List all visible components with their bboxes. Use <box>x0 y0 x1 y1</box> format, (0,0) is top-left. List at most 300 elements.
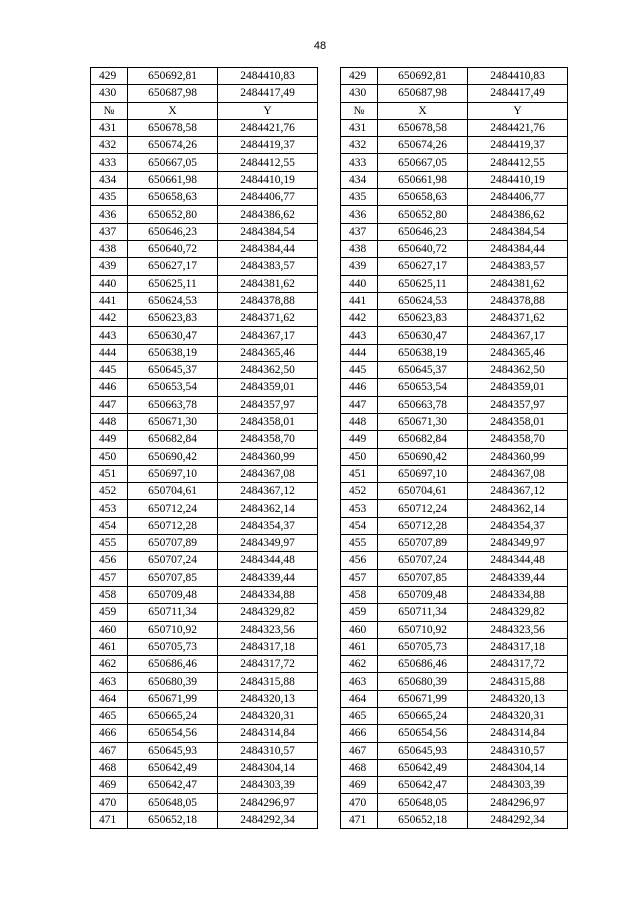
y-coordinate: 2484357,97 <box>468 396 568 413</box>
table-row <box>91 621 568 638</box>
point-number: 466 <box>341 725 378 742</box>
y-coordinate: 2484362,14 <box>468 500 568 517</box>
x-coordinate: 650704,61 <box>128 483 218 500</box>
point-number: 470 <box>341 794 378 811</box>
table-row <box>91 206 568 223</box>
x-coordinate: 650653,54 <box>378 379 468 396</box>
column-gap <box>318 777 341 794</box>
table-row <box>91 759 568 776</box>
column-gap <box>318 742 341 759</box>
x-coordinate: 650658,63 <box>128 189 218 206</box>
point-number: 429 <box>91 68 128 85</box>
column-gap <box>318 379 341 396</box>
point-number: 461 <box>341 638 378 655</box>
point-number: 460 <box>91 621 128 638</box>
point-number: 463 <box>341 673 378 690</box>
point-number: 447 <box>91 396 128 413</box>
y-coordinate: 2484367,08 <box>218 465 318 482</box>
column-gap <box>318 171 341 188</box>
x-coordinate: 650705,73 <box>378 638 468 655</box>
x-coordinate: 650704,61 <box>378 483 468 500</box>
y-coordinate: 2484320,31 <box>218 707 318 724</box>
y-coordinate: 2484296,97 <box>468 794 568 811</box>
x-coordinate: 650671,99 <box>128 690 218 707</box>
point-number: 434 <box>91 171 128 188</box>
table-row <box>91 327 568 344</box>
table-row <box>91 742 568 759</box>
column-gap <box>318 707 341 724</box>
y-coordinate: 2484362,14 <box>218 500 318 517</box>
x-coordinate: 650648,05 <box>128 794 218 811</box>
table-row <box>91 413 568 430</box>
y-coordinate: 2484421,76 <box>468 119 568 136</box>
point-number: 444 <box>341 344 378 361</box>
point-number: 458 <box>91 586 128 603</box>
point-number: 445 <box>91 362 128 379</box>
point-number: 448 <box>341 413 378 430</box>
x-coordinate: 650630,47 <box>128 327 218 344</box>
table-row <box>91 465 568 482</box>
table-row <box>91 811 568 828</box>
y-coordinate: 2484339,44 <box>218 569 318 586</box>
x-coordinate: 650712,24 <box>128 500 218 517</box>
y-coordinate: 2484317,72 <box>468 656 568 673</box>
point-number: 431 <box>341 119 378 136</box>
y-coordinate: 2484406,77 <box>218 189 318 206</box>
y-coordinate: 2484310,57 <box>468 742 568 759</box>
column-gap <box>318 586 341 603</box>
column-gap <box>318 102 341 119</box>
point-number: 444 <box>91 344 128 361</box>
y-coordinate: 2484384,44 <box>468 240 568 257</box>
table-row <box>91 777 568 794</box>
table-row <box>91 344 568 361</box>
y-coordinate: 2484367,12 <box>218 483 318 500</box>
point-number: 442 <box>341 310 378 327</box>
x-coordinate: 650663,78 <box>378 396 468 413</box>
x-coordinate: 650625,11 <box>128 275 218 292</box>
column-gap <box>318 552 341 569</box>
point-number: 467 <box>341 742 378 759</box>
y-coordinate: 2484412,55 <box>218 154 318 171</box>
x-coordinate: 650652,18 <box>378 811 468 828</box>
x-coordinate: 650707,89 <box>378 535 468 552</box>
x-coordinate: 650642,47 <box>378 777 468 794</box>
point-number: 471 <box>341 811 378 828</box>
point-number: 446 <box>91 379 128 396</box>
x-coordinate: 650624,53 <box>378 292 468 309</box>
y-coordinate: 2484371,62 <box>218 310 318 327</box>
x-coordinate: 650625,11 <box>378 275 468 292</box>
point-number: 432 <box>91 137 128 154</box>
y-coordinate: 2484315,88 <box>218 673 318 690</box>
column-gap <box>318 413 341 430</box>
column-gap <box>318 396 341 413</box>
y-coordinate: 2484386,62 <box>468 206 568 223</box>
x-coordinate: 650646,23 <box>378 223 468 240</box>
column-gap <box>318 811 341 828</box>
y-coordinate: 2484358,01 <box>218 413 318 430</box>
header-row <box>91 102 568 119</box>
x-coordinate: 650682,84 <box>128 431 218 448</box>
point-number: 452 <box>91 483 128 500</box>
table-row <box>91 517 568 534</box>
column-gap <box>318 604 341 621</box>
point-number: 459 <box>91 604 128 621</box>
x-coordinate: 650707,89 <box>128 535 218 552</box>
point-number: 449 <box>341 431 378 448</box>
table-row <box>91 483 568 500</box>
column-gap <box>318 621 341 638</box>
point-number: 466 <box>91 725 128 742</box>
point-number: 443 <box>341 327 378 344</box>
table-row <box>91 68 568 85</box>
x-coordinate: 650661,98 <box>378 171 468 188</box>
table-row <box>91 275 568 292</box>
header-x: X <box>128 102 218 119</box>
x-coordinate: 650711,34 <box>128 604 218 621</box>
y-coordinate: 2484320,31 <box>468 707 568 724</box>
y-coordinate: 2484354,37 <box>468 517 568 534</box>
y-coordinate: 2484329,82 <box>218 604 318 621</box>
table-row <box>91 725 568 742</box>
point-number: 449 <box>91 431 128 448</box>
y-coordinate: 2484304,14 <box>218 759 318 776</box>
point-number: 442 <box>91 310 128 327</box>
table-row <box>91 85 568 102</box>
y-coordinate: 2484359,01 <box>468 379 568 396</box>
y-coordinate: 2484334,88 <box>218 586 318 603</box>
column-gap <box>318 68 341 85</box>
table-row <box>91 448 568 465</box>
point-number: 463 <box>91 673 128 690</box>
point-number: 430 <box>341 85 378 102</box>
y-coordinate: 2484354,37 <box>218 517 318 534</box>
y-coordinate: 2484410,19 <box>218 171 318 188</box>
point-number: 435 <box>91 189 128 206</box>
table-row <box>91 794 568 811</box>
point-number: 453 <box>91 500 128 517</box>
table-row <box>91 171 568 188</box>
y-coordinate: 2484304,14 <box>468 759 568 776</box>
table-row <box>91 396 568 413</box>
x-coordinate: 650707,85 <box>378 569 468 586</box>
x-coordinate: 650678,58 <box>378 119 468 136</box>
point-number: 458 <box>341 586 378 603</box>
point-number: 429 <box>341 68 378 85</box>
x-coordinate: 650707,24 <box>378 552 468 569</box>
x-coordinate: 650690,42 <box>378 448 468 465</box>
x-coordinate: 650690,42 <box>128 448 218 465</box>
y-coordinate: 2484329,82 <box>468 604 568 621</box>
y-coordinate: 2484292,34 <box>218 811 318 828</box>
header-y: Y <box>468 102 568 119</box>
x-coordinate: 650710,92 <box>378 621 468 638</box>
x-coordinate: 650627,17 <box>128 258 218 275</box>
y-coordinate: 2484378,88 <box>218 292 318 309</box>
table-row <box>91 638 568 655</box>
y-coordinate: 2484292,34 <box>468 811 568 828</box>
point-number: 435 <box>341 189 378 206</box>
y-coordinate: 2484417,49 <box>468 85 568 102</box>
x-coordinate: 650712,28 <box>378 517 468 534</box>
column-gap <box>318 292 341 309</box>
table-row <box>91 223 568 240</box>
y-coordinate: 2484386,62 <box>218 206 318 223</box>
y-coordinate: 2484421,76 <box>218 119 318 136</box>
table-row <box>91 119 568 136</box>
y-coordinate: 2484362,50 <box>218 362 318 379</box>
header-num: № <box>91 102 128 119</box>
point-number: 457 <box>341 569 378 586</box>
table-row <box>91 673 568 690</box>
x-coordinate: 650654,56 <box>128 725 218 742</box>
point-number: 439 <box>341 258 378 275</box>
x-coordinate: 650653,54 <box>128 379 218 396</box>
x-coordinate: 650707,85 <box>128 569 218 586</box>
x-coordinate: 650623,83 <box>378 310 468 327</box>
y-coordinate: 2484303,39 <box>468 777 568 794</box>
column-gap <box>318 275 341 292</box>
table-row <box>91 604 568 621</box>
table-row <box>91 500 568 517</box>
y-coordinate: 2484383,57 <box>218 258 318 275</box>
point-number: 433 <box>341 154 378 171</box>
table-row <box>91 552 568 569</box>
table-row <box>91 137 568 154</box>
column-gap <box>318 569 341 586</box>
y-coordinate: 2484344,48 <box>468 552 568 569</box>
x-coordinate: 650638,19 <box>128 344 218 361</box>
table-row <box>91 707 568 724</box>
point-number: 438 <box>341 240 378 257</box>
y-coordinate: 2484334,88 <box>468 586 568 603</box>
x-coordinate: 650640,72 <box>128 240 218 257</box>
x-coordinate: 650697,10 <box>378 465 468 482</box>
column-gap <box>318 465 341 482</box>
column-gap <box>318 448 341 465</box>
point-number: 448 <box>91 413 128 430</box>
y-coordinate: 2484310,57 <box>218 742 318 759</box>
table-row <box>91 240 568 257</box>
point-number: 441 <box>341 292 378 309</box>
column-gap <box>318 431 341 448</box>
column-gap <box>318 85 341 102</box>
y-coordinate: 2484410,83 <box>218 68 318 85</box>
y-coordinate: 2484384,54 <box>218 223 318 240</box>
table-row <box>91 569 568 586</box>
x-coordinate: 650678,58 <box>128 119 218 136</box>
coordinates-table <box>90 67 568 829</box>
y-coordinate: 2484315,88 <box>468 673 568 690</box>
y-coordinate: 2484360,99 <box>218 448 318 465</box>
y-coordinate: 2484410,83 <box>468 68 568 85</box>
point-number: 440 <box>91 275 128 292</box>
table-row <box>91 258 568 275</box>
point-number: 438 <box>91 240 128 257</box>
column-gap <box>318 638 341 655</box>
x-coordinate: 650652,18 <box>128 811 218 828</box>
point-number: 454 <box>91 517 128 534</box>
x-coordinate: 650667,05 <box>378 154 468 171</box>
point-number: 445 <box>341 362 378 379</box>
y-coordinate: 2484323,56 <box>468 621 568 638</box>
column-gap <box>318 483 341 500</box>
y-coordinate: 2484349,97 <box>218 535 318 552</box>
table-row <box>91 586 568 603</box>
point-number: 450 <box>91 448 128 465</box>
column-gap <box>318 517 341 534</box>
x-coordinate: 650648,05 <box>378 794 468 811</box>
y-coordinate: 2484419,37 <box>218 137 318 154</box>
x-coordinate: 650710,92 <box>128 621 218 638</box>
x-coordinate: 650671,30 <box>128 413 218 430</box>
y-coordinate: 2484296,97 <box>218 794 318 811</box>
y-coordinate: 2484317,18 <box>468 638 568 655</box>
point-number: 471 <box>91 811 128 828</box>
point-number: 451 <box>341 465 378 482</box>
point-number: 446 <box>341 379 378 396</box>
x-coordinate: 650686,46 <box>128 656 218 673</box>
point-number: 450 <box>341 448 378 465</box>
y-coordinate: 2484317,72 <box>218 656 318 673</box>
y-coordinate: 2484367,17 <box>468 327 568 344</box>
point-number: 454 <box>341 517 378 534</box>
point-number: 437 <box>91 223 128 240</box>
x-coordinate: 650674,26 <box>378 137 468 154</box>
x-coordinate: 650654,56 <box>378 725 468 742</box>
x-coordinate: 650623,83 <box>128 310 218 327</box>
x-coordinate: 650705,73 <box>128 638 218 655</box>
x-coordinate: 650697,10 <box>128 465 218 482</box>
point-number: 432 <box>341 137 378 154</box>
table-row <box>91 154 568 171</box>
y-coordinate: 2484419,37 <box>468 137 568 154</box>
x-coordinate: 650671,99 <box>378 690 468 707</box>
point-number: 465 <box>341 707 378 724</box>
x-coordinate: 650640,72 <box>378 240 468 257</box>
x-coordinate: 650686,46 <box>378 656 468 673</box>
point-number: 436 <box>341 206 378 223</box>
y-coordinate: 2484371,62 <box>468 310 568 327</box>
column-gap <box>318 327 341 344</box>
point-number: 441 <box>91 292 128 309</box>
y-coordinate: 2484384,44 <box>218 240 318 257</box>
column-gap <box>318 673 341 690</box>
y-coordinate: 2484381,62 <box>218 275 318 292</box>
y-coordinate: 2484314,84 <box>218 725 318 742</box>
point-number: 451 <box>91 465 128 482</box>
y-coordinate: 2484367,08 <box>468 465 568 482</box>
x-coordinate: 650682,84 <box>378 431 468 448</box>
header-x: X <box>378 102 468 119</box>
column-gap <box>318 725 341 742</box>
y-coordinate: 2484339,44 <box>468 569 568 586</box>
column-gap <box>318 362 341 379</box>
x-coordinate: 650711,34 <box>378 604 468 621</box>
x-coordinate: 650638,19 <box>378 344 468 361</box>
x-coordinate: 650709,48 <box>128 586 218 603</box>
y-coordinate: 2484303,39 <box>218 777 318 794</box>
y-coordinate: 2484367,12 <box>468 483 568 500</box>
point-number: 468 <box>91 759 128 776</box>
y-coordinate: 2484383,57 <box>468 258 568 275</box>
x-coordinate: 650709,48 <box>378 586 468 603</box>
table-row <box>91 431 568 448</box>
y-coordinate: 2484357,97 <box>218 396 318 413</box>
y-coordinate: 2484367,17 <box>218 327 318 344</box>
point-number: 434 <box>341 171 378 188</box>
table-row <box>91 379 568 396</box>
point-number: 431 <box>91 119 128 136</box>
point-number: 459 <box>341 604 378 621</box>
table-row <box>91 535 568 552</box>
column-gap <box>318 258 341 275</box>
header-y: Y <box>218 102 318 119</box>
point-number: 467 <box>91 742 128 759</box>
y-coordinate: 2484378,88 <box>468 292 568 309</box>
y-coordinate: 2484365,46 <box>218 344 318 361</box>
point-number: 439 <box>91 258 128 275</box>
column-gap <box>318 223 341 240</box>
table-row <box>91 189 568 206</box>
y-coordinate: 2484320,13 <box>218 690 318 707</box>
point-number: 470 <box>91 794 128 811</box>
y-coordinate: 2484410,19 <box>468 171 568 188</box>
point-number: 443 <box>91 327 128 344</box>
x-coordinate: 650646,23 <box>128 223 218 240</box>
table-row <box>91 690 568 707</box>
y-coordinate: 2484417,49 <box>218 85 318 102</box>
point-number: 430 <box>91 85 128 102</box>
point-number: 469 <box>341 777 378 794</box>
x-coordinate: 650687,98 <box>128 85 218 102</box>
point-number: 455 <box>91 535 128 552</box>
y-coordinate: 2484359,01 <box>218 379 318 396</box>
y-coordinate: 2484360,99 <box>468 448 568 465</box>
point-number: 462 <box>91 656 128 673</box>
column-gap <box>318 154 341 171</box>
x-coordinate: 650624,53 <box>128 292 218 309</box>
y-coordinate: 2484323,56 <box>218 621 318 638</box>
x-coordinate: 650680,39 <box>378 673 468 690</box>
column-gap <box>318 310 341 327</box>
x-coordinate: 650665,24 <box>378 707 468 724</box>
point-number: 456 <box>341 552 378 569</box>
y-coordinate: 2484384,54 <box>468 223 568 240</box>
column-gap <box>318 206 341 223</box>
x-coordinate: 650680,39 <box>128 673 218 690</box>
column-gap <box>318 690 341 707</box>
y-coordinate: 2484320,13 <box>468 690 568 707</box>
point-number: 468 <box>341 759 378 776</box>
column-gap <box>318 344 341 361</box>
y-coordinate: 2484349,97 <box>468 535 568 552</box>
x-coordinate: 650630,47 <box>378 327 468 344</box>
x-coordinate: 650712,24 <box>378 500 468 517</box>
y-coordinate: 2484406,77 <box>468 189 568 206</box>
x-coordinate: 650663,78 <box>128 396 218 413</box>
point-number: 464 <box>341 690 378 707</box>
x-coordinate: 650645,93 <box>378 742 468 759</box>
column-gap <box>318 656 341 673</box>
header-num: № <box>341 102 378 119</box>
x-coordinate: 650671,30 <box>378 413 468 430</box>
point-number: 452 <box>341 483 378 500</box>
x-coordinate: 650667,05 <box>128 154 218 171</box>
x-coordinate: 650645,93 <box>128 742 218 759</box>
y-coordinate: 2484344,48 <box>218 552 318 569</box>
